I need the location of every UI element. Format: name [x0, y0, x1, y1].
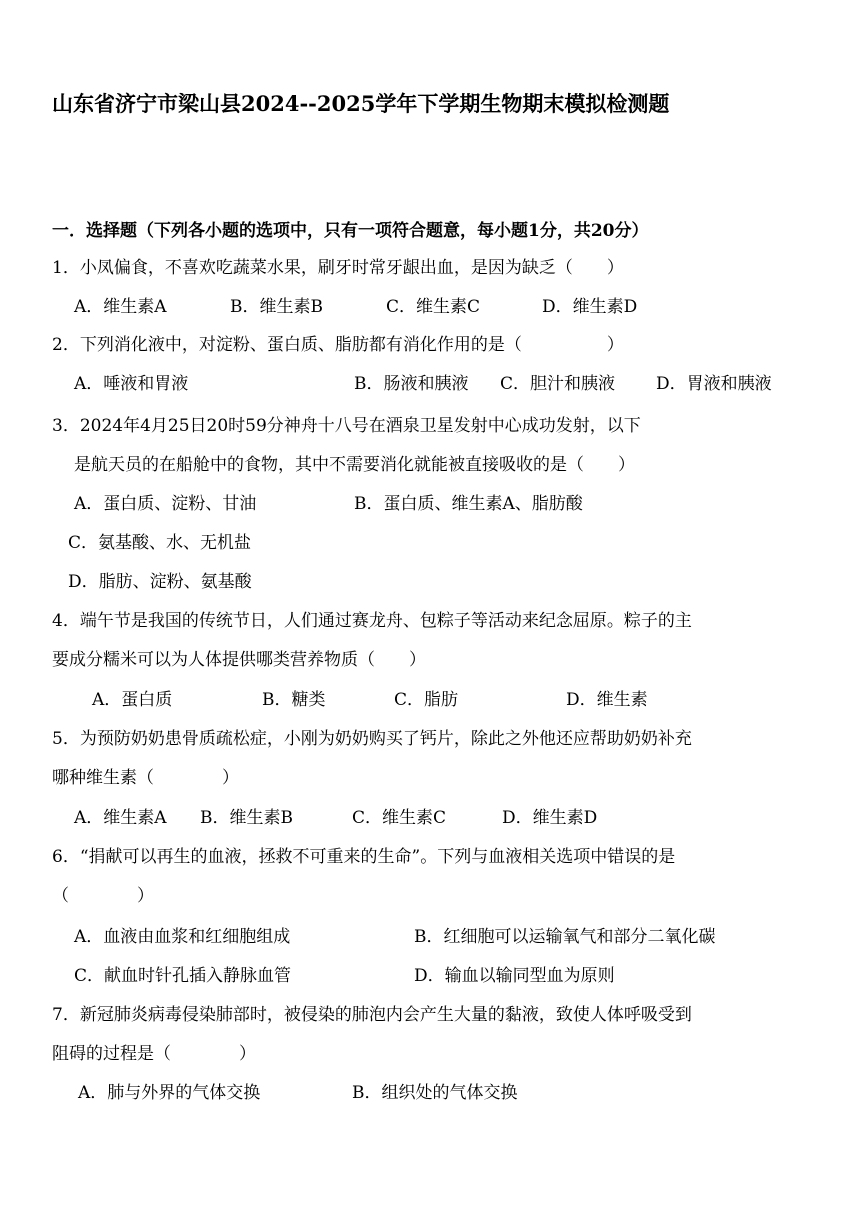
question-3-option-a: A．蛋白质、淀粉、甘油: [74, 494, 257, 514]
question-1-stem: 1．小凤偏食，不喜欢吃蔬菜水果，刷牙时常牙龈出血，是因为缺乏（ ）: [52, 258, 624, 278]
question-6-stem-line-1: 6．“捐献可以再生的血液，拯救不可重来的生命”。下列与血液相关选项中错误的是: [52, 847, 676, 867]
question-4-option-b: B．糖类: [262, 690, 326, 710]
question-6-option-a: A．血液由血浆和红细胞组成: [74, 927, 291, 947]
question-6-option-b: B．红细胞可以运输氧气和部分二氧化碳: [414, 927, 716, 947]
question-1-option-a: A．维生素A: [74, 297, 167, 317]
question-3-option-d: D．脂肪、淀粉、氨基酸: [68, 572, 252, 592]
question-6-option-d: D．输血以输同型血为原则: [414, 966, 615, 986]
question-4-option-a: A．蛋白质: [92, 690, 173, 710]
question-3-option-c: C．氨基酸、水、无机盐: [68, 533, 252, 553]
question-4-option-c: C．脂肪: [394, 690, 459, 710]
question-1-option-c: C．维生素C: [386, 297, 481, 317]
question-7-stem-line-1: 7．新冠肺炎病毒侵染肺部时，被侵染的肺泡内会产生大量的黏液，致使人体呼吸受到: [52, 1005, 692, 1025]
question-3-stem-line-2: 是航天员的在船舱中的食物，其中不需要消化就能被直接吸收的是（ ）: [74, 455, 635, 475]
question-2-option-b: B．肠液和胰液: [354, 374, 469, 394]
page-title: 山东省济宁市梁山县2024--2025学年下学期生物期末模拟检测题: [52, 91, 670, 116]
question-1-option-d: D．维生素D: [542, 297, 638, 317]
question-5-option-a: A．维生素A: [74, 808, 167, 828]
question-5-option-b: B．维生素B: [200, 808, 293, 828]
question-1-option-b: B．维生素B: [230, 297, 323, 317]
question-4-stem-line-1: 4．端午节是我国的传统节日，人们通过赛龙舟、包粽子等活动来纪念屈原。粽子的主: [52, 611, 692, 631]
question-3-stem-line-1: 3．2024年4月25日20时59分神舟十八号在酒泉卫星发射中心成功发射，以下: [52, 416, 641, 436]
question-4-option-d: D．维生素: [566, 690, 648, 710]
question-5-stem-line-1: 5．为预防奶奶患骨质疏松症，小刚为奶奶购买了钙片，除此之外他还应帮助奶奶补充: [52, 729, 692, 749]
question-2-option-a: A．唾液和胃液: [74, 374, 189, 394]
question-2-option-c: C．胆汁和胰液: [500, 374, 616, 394]
question-7-option-b: B．组织处的气体交换: [352, 1083, 518, 1103]
section-heading: 一．选择题（下列各小题的选项中，只有一项符合题意，每小题1分，共20分）: [52, 221, 649, 241]
question-5-option-c: C．维生素C: [352, 808, 447, 828]
question-5-stem-line-2: 哪种维生素（ ）: [52, 768, 239, 788]
question-2-stem: 2．下列消化液中，对淀粉、蛋白质、脂肪都有消化作用的是（ ）: [52, 335, 624, 355]
question-6-stem-line-2: （ ）: [52, 886, 154, 906]
question-2-option-d: D．胃液和胰液: [656, 374, 772, 394]
question-7-option-a: A．肺与外界的气体交换: [78, 1083, 261, 1103]
question-7-stem-line-2: 阻碍的过程是（ ）: [52, 1044, 256, 1064]
question-4-stem-line-2: 要成分糯米可以为人体提供哪类营养物质（ ）: [52, 650, 426, 670]
question-5-option-d: D．维生素D: [502, 808, 598, 828]
question-3-option-b: B．蛋白质、维生素A、脂肪酸: [354, 494, 583, 514]
question-6-option-c: C．献血时针孔插入静脉血管: [74, 966, 292, 986]
